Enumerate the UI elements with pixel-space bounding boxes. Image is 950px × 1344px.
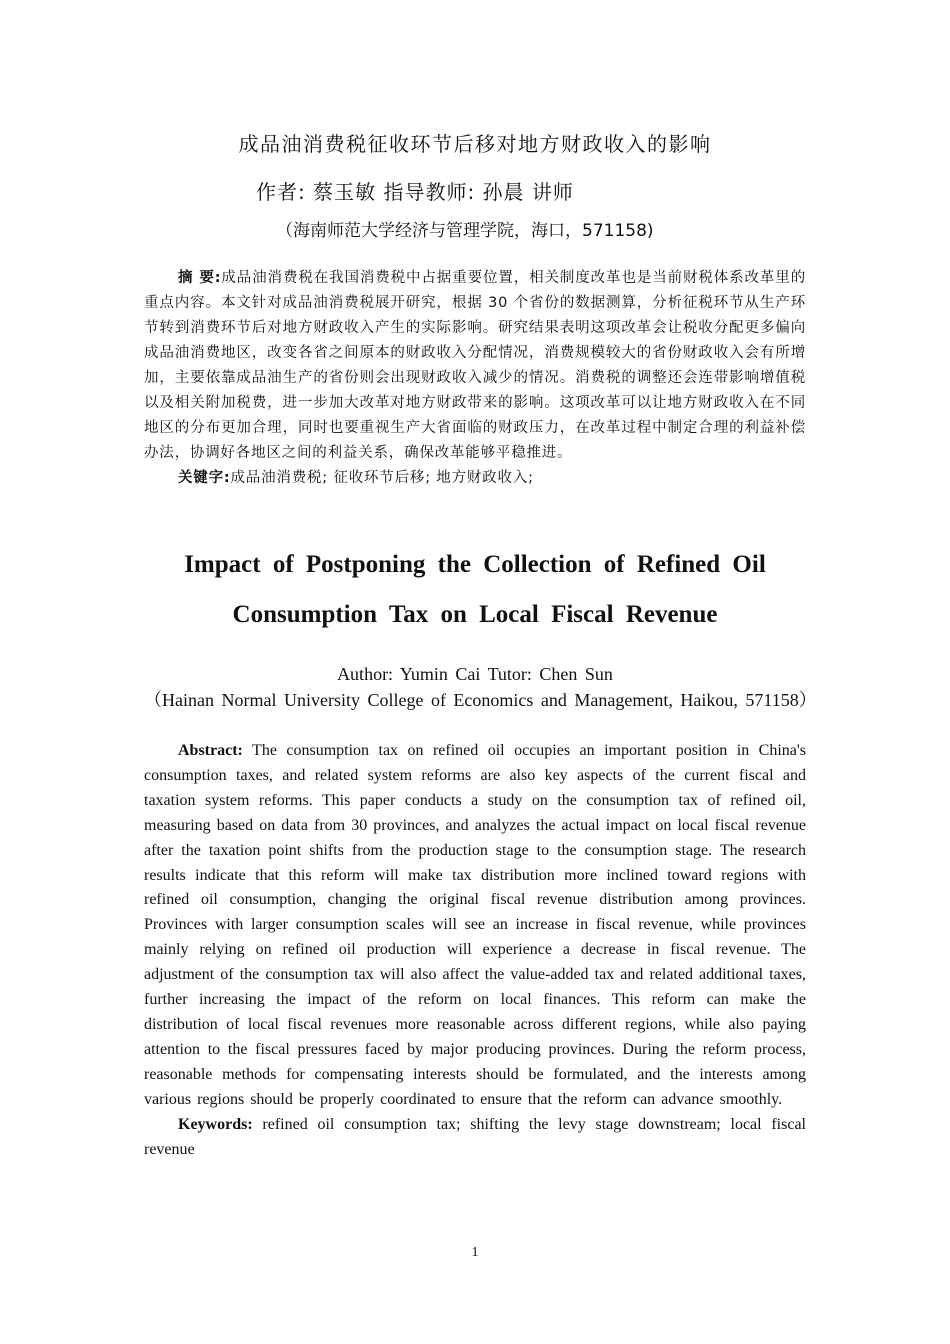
chinese-abstract-text: 成品油消费税在我国消费税中占据重要位置，相关制度改革也是当前财税体系改革里的重点内容。本文针对成品油消费税展开研究，根据 30 个省份的数据测算，分析征税环节从生产环节转到消费环节后对地方财政收入产生的实际影响。研究结果表明这项改革会让税收分配更多偏向成品油消费地区，改变各省之间原本的财政收入分配情况，消费规模较大的省份财政收入会有所增加，主要依靠成品油生产的省份则会出现财政收入减少的情况。消费税的调整还会连带影响增值税以及相关附加税费，进一步加大改革对地方财政带来的影响。这项改革可以让地方财政收入在不同地区的分布更加合理，同时也要重视生产大省面临的财政压力，在改革过程中制定合理的利益补偿办法，协调好各地区之间的利益关系，确保改革能够平稳推进。 [144, 270, 806, 461]
chinese-keywords [144, 466, 806, 491]
english-keywords-text: refined oil consumption tax; shifting the levy stage downstream; local fiscal revenue [144, 1115, 806, 1158]
english-abstract-paragraph [144, 739, 806, 1113]
chinese-affiliation: （海南师范大学经济与管理学院，海口，571158) [276, 221, 654, 241]
chinese-keywords-label: 关键字: [178, 470, 231, 486]
chinese-author-line: 作者: 蔡玉敏 指导教师: 孙晨 讲师 [256, 180, 574, 204]
english-abstract [144, 739, 806, 1162]
english-keywords [144, 1113, 806, 1163]
page-number: 1 [471, 1245, 479, 1260]
chinese-abstract-label: 摘 要: [178, 270, 222, 286]
english-title: Impact of Postponing the Collection of Refined Oil Consumption Tax on Local Fiscal Revenue [184, 551, 766, 628]
chinese-abstract-paragraph [144, 266, 806, 466]
english-affiliation: （Hainan Normal University College of Economics and Management, Haikou, 571158） [144, 690, 817, 710]
chinese-title: 成品油消费税征收环节后移对地方财政收入的影响 [238, 132, 712, 156]
chinese-abstract [144, 266, 806, 491]
chinese-keywords-text: 成品油消费税; 征收环节后移; 地方财政收入; [230, 470, 534, 486]
english-abstract-text: The consumption tax on refined oil occupies an important position in China's consumption taxes, and related system reforms are also key aspects of the current fiscal and taxation system reforms. This paper conducts a study on the consumption tax of refined oil, measuring based on data from 30 provinces, and analyzes the actual impact on local fiscal revenue after the taxation point shifts from the production stage to the consumption stage. The research results indicate that this reform will make tax distribution more inclined toward regions with refined oil consumption, changing the original fiscal revenue distribution among provinces. Provinces with larger consumption scales will see an increase in fiscal revenue, while provinces mainly relying on refined oil production will experience a decrease in fiscal revenue. The adjustment of the consumption tax will also affect the value-added tax and related additional taxes, further increasing the impact of the reform on local finances. This reform can make the distribution of local fiscal revenues more reasonable across different regions, while also paying attention to the fiscal pressures faced by major producing provinces. During the reform process, reasonable methods for compensating interests should be formulated, and the interests among various regions should be properly coordinated to ensure that the reform can advance smoothly. [144, 742, 806, 1108]
english-abstract-label: Abstract: [178, 742, 243, 759]
english-keywords-label: Keywords: [178, 1115, 253, 1133]
english-author-line: Author: Yumin Cai Tutor: Chen Sun [337, 664, 613, 684]
